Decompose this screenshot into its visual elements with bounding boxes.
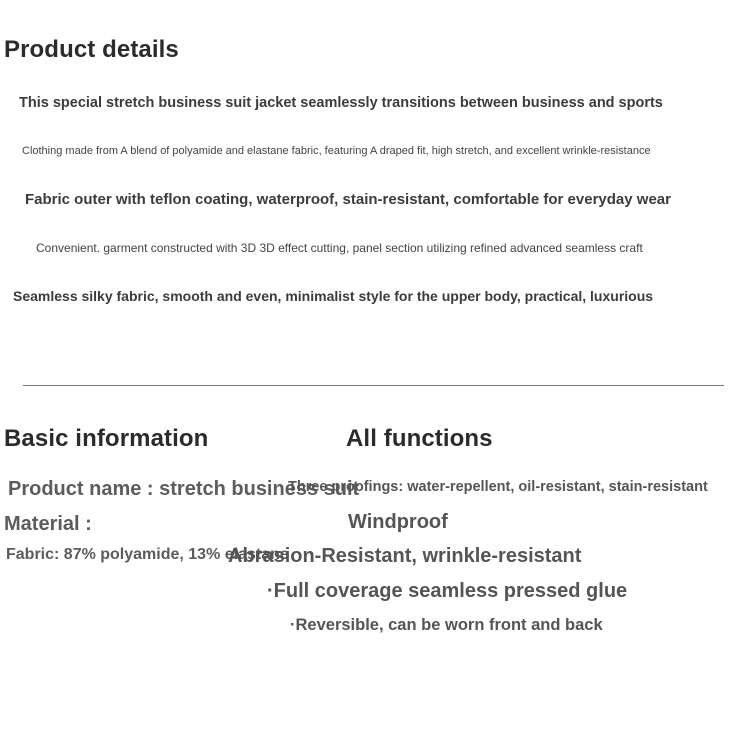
material-label: Material :	[4, 513, 92, 535]
detail-line-3: Fabric outer with teflon coating, waterproof, stain-resistant, comfortable for everyday wear	[25, 191, 671, 208]
detail-line-4: Convenient. garment constructed with 3D 3D effect cutting, panel section utilizing refined advanced seamless craft	[36, 241, 643, 255]
function-item-5: ·Reversible, can be worn front and back	[290, 616, 603, 634]
section-divider	[23, 385, 724, 386]
product-details-title: Product details	[4, 36, 179, 63]
function-item-4: ·Full coverage seamless pressed glue	[267, 580, 628, 602]
function-item-3: Abrasion-Resistant, wrinkle-resistant	[228, 545, 582, 567]
function-item-2: Windproof	[348, 511, 448, 533]
detail-line-1: This special stretch business suit jacket seamlessly transitions between business and sports	[19, 95, 663, 111]
product-name-line: Product name : stretch business suit	[8, 478, 360, 500]
detail-line-5: Seamless silky fabric, smooth and even, minimalist style for the upper body, practical, luxurious	[13, 288, 654, 304]
basic-information-title: Basic information	[4, 425, 209, 452]
all-functions-title: All functions	[346, 425, 493, 452]
function-item-1: Three proofings: water-repellent, oil-resistant, stain-resistant	[288, 479, 708, 495]
detail-line-2: Clothing made from A blend of polyamide and elastane fabric, featuring A draped fit, high stretch, and excellent wrinkle-resistance	[22, 145, 651, 157]
fabric-line: Fabric: 87% polyamide, 13% elastane	[6, 546, 289, 563]
